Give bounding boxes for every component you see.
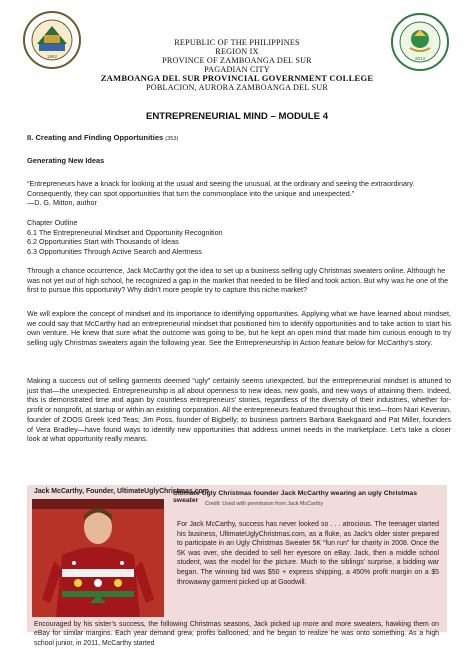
outline-item: 6.1 The Entrepreneurial Mindset and Opportunity Recognition [27, 227, 223, 237]
sweater-photo-illustration [32, 499, 164, 617]
province-seal-logo [22, 10, 82, 70]
letterhead-line-city: PAGADIAN CITY [204, 65, 270, 74]
letterhead-line-college: ZAMBOANGA DEL SUR PROVINCIAL GOVERNMENT COLLEGE [100, 73, 374, 83]
section-heading-text: II. Creating and Finding Opportunities [27, 133, 164, 142]
outline-item: 6.2 Opportunities Start with Thousands of Ideas [27, 237, 179, 247]
feature-caption-title: Ultimate Ugly Christmas founder Jack McCarthy wearing an ugly Christmas sweater [173, 490, 417, 504]
feature-paragraph-2: Encouraged by his sister’s success, the following Christmas seasons, Jack picked up more and more sweaters, hawking them on eBay for similar margins. Each year demand grew, profits ballooned, and he began to realize he was onto something. As a high school junior, in 2011, McCarthy started [34, 621, 439, 647]
subheading: Generating New Ideas [27, 156, 105, 165]
letterhead-line-address: POBLACION, AURORA ZAMBOANGA DEL SUR [145, 83, 329, 92]
chapter-outline-title: Chapter Outline [27, 218, 78, 227]
feature-caption-credit: Credit: Used with permission from Jack McCarthy [205, 501, 324, 507]
paragraph-mindset: We will explore the concept of mindset and its importance to identifying opportunities. Applying what we have learned about mindset, we could say that McCarthy had an entrepreneurial mindset that positioned him to identify opportunities and to take action to start his own venture. He knew that sure what the outcome was going to be, but he kept an open mind that made him curious enough to try selling ugly Christmas sweaters again the following year. See the Entrepreneurship in Action feature below for McCarthy’s story. [27, 309, 451, 348]
feature-box [27, 485, 447, 647]
paragraph-intro: Through a chance occurrence, Jack McCarthy got the idea to set up a business selling ugly Christmas sweaters online. Although he was not yet out of high school, he recognized a gap in the market that needed to be filled and took action. But why was he one of the first to pursue this opportunity? Why didn’t more people try to capture this niche market? [27, 266, 449, 295]
letterhead [0, 0, 474, 110]
section-page-number: (353) [165, 136, 179, 142]
chapter-outline [27, 218, 451, 257]
feature-paragraph-1: For Jack McCarthy, success has never looked so . . . atrocious. The teenager started his business, UltimateUglyChristmas.com, as a fluke, as Jack’s older sister prepared to participate in an Ugly Christmas Sweater 5K “fun run” for charity in 2008. Once the 5K was over, she decided to sell her eyesore on eBay. Jack, then a middle school student, was the model for the picture. Much to the siblings’ surprise, a bidding war began. The winning bid was $50 + express shipping, a 450% profit margin on a $5 throwaway garment picked up at Goodwill. [177, 521, 439, 586]
feature-label: Jack McCarthy, Founder, UltimateUglyChristmas.com [34, 488, 209, 495]
jack-mccarthy-photo [32, 499, 164, 617]
letterhead-line-republic: REPUBLIC OF THE PHILIPPINES [174, 38, 300, 47]
section-heading [27, 133, 451, 145]
letterhead-line-region: REGION IX [215, 47, 259, 56]
seal-year-right: 2013 [414, 56, 426, 61]
paragraph-unexpected: Making a success out of selling garments deemed “ugly” certainly seems unexpected, but the entrepreneurial mindset is attuned to just that—the unexpected. Entrepreneurship is all about openness to new ideas, new goals, and new ways of attaining them. Indeed, this is demonstrated time and again by countless entrepreneurs’ stories, regardless of the diversity of their industries, whether for-profit or nonprofit, at startup or within an existing corporation. All the entrepreneurs featured throughout this text—from Niari Keverian, founder of ZOOS Greek Iced Teas; Jim Poss, founder of Bigbelly; to business partners Barbara Baekgaard and Pat Miller, founders of Vera Bradley—have found ways to identify new opportunities that address unmet needs in the marketplace. Let’s take a closer look at what opportunity really means. [27, 376, 451, 444]
seal-year-left: 1952 [46, 54, 58, 59]
module-title: ENTREPRENEURIAL MIND – MODULE 4 [145, 111, 329, 122]
letterhead-line-province: PROVINCE OF ZAMBOANGA DEL SUR [162, 56, 312, 65]
college-seal-logo [390, 12, 450, 72]
epigraph-quote: “Entrepreneurs have a knack for looking at the usual and seeing the unusual, at the ordinary and seeing the extraordinary. Consequently, they can spot opportunities that turn the commonplace into the unique and unexpected.” [27, 179, 415, 198]
epigraph-author: —D. G. Mitton, author [27, 198, 97, 207]
outline-item: 6.3 Opportunities Through Active Search and Alertness [27, 247, 202, 257]
letterhead-text [78, 38, 396, 92]
